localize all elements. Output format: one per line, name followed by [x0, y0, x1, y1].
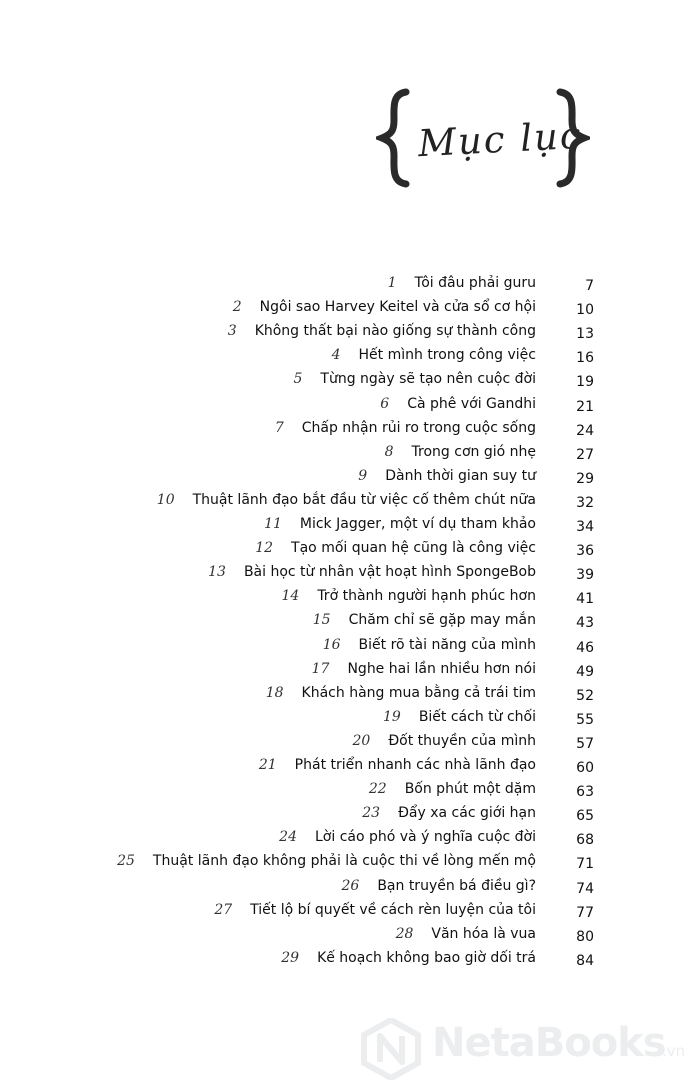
- toc-entry-page: 34: [576, 519, 594, 535]
- toc-entry-page: 43: [576, 615, 594, 631]
- toc-entry-title: Trong cơn gió nhẹ: [411, 444, 536, 460]
- toc-entry-page: 36: [576, 543, 594, 559]
- toc-entry-page: 71: [576, 856, 594, 872]
- netabooks-logo-icon: [360, 1018, 422, 1080]
- toc-entry-title: Tạo mối quan hệ cũng là công việc: [291, 540, 536, 556]
- toc-entry-page: 77: [576, 905, 594, 921]
- toc-entry: [383, 709, 536, 731]
- toc-entry-page: 84: [576, 953, 594, 969]
- toc-entry-page: 46: [576, 640, 594, 656]
- toc-entry-page: 29: [576, 471, 594, 487]
- toc-entry-title: Trở thành người hạnh phúc hơn: [317, 588, 536, 604]
- toc-entry-title: Thuật lãnh đạo không phải là cuộc thi về lòng mến mộ: [152, 853, 536, 869]
- toc-entry: [233, 299, 536, 321]
- toc-entry: [313, 612, 536, 634]
- toc-entry-number: 9: [358, 468, 368, 484]
- toc-entry-page: 7: [585, 278, 594, 294]
- toc-entry-title: Đốt thuyền của mình: [388, 733, 536, 749]
- page-title: Mục lục: [416, 113, 584, 166]
- toc-entry-title: Ngôi sao Harvey Keitel và cửa sổ cơ hội: [259, 299, 536, 315]
- toc-entry-title: Tiết lộ bí quyết về cách rèn luyện của tôi: [250, 902, 536, 918]
- toc-entry: [259, 757, 536, 779]
- toc-entry: [352, 733, 536, 755]
- left-brace-icon: [376, 88, 412, 188]
- toc-entry-title: Lời cáo phó và ý nghĩa cuộc đời: [315, 829, 536, 845]
- toc-entry-number: 8: [384, 444, 394, 460]
- toc-heading: [376, 88, 596, 198]
- toc-entry-number: 3: [227, 323, 237, 339]
- toc-entry-number: 28: [395, 926, 414, 942]
- toc-entry-number: 15: [312, 612, 331, 628]
- toc-entry-page: 21: [576, 399, 594, 415]
- toc-entry-title: Từng ngày sẽ tạo nên cuộc đời: [320, 371, 536, 387]
- toc-entry-number: 26: [341, 878, 360, 894]
- toc-entry-number: 19: [382, 709, 401, 725]
- toc-entry: [228, 323, 536, 345]
- toc-entry-number: 24: [279, 829, 297, 845]
- toc-entry-title: Đẩy xa các giới hạn: [398, 805, 536, 821]
- toc-entry: [385, 444, 536, 466]
- toc-entry-number: 7: [274, 420, 284, 436]
- toc-entry: [208, 564, 536, 586]
- toc-entry: [255, 540, 536, 562]
- toc-entry-page: 74: [576, 881, 594, 897]
- toc-entry-title: Thuật lãnh đạo bắt đầu từ việc cố thêm chút nữa: [192, 492, 536, 508]
- toc-entry-page: 57: [576, 736, 594, 752]
- toc-entry-title: Mick Jagger, một ví dụ tham khảo: [299, 516, 536, 532]
- toc-entry-title: Bốn phút một dặm: [404, 781, 536, 797]
- toc-entry: [312, 661, 536, 683]
- toc-entry-title: Kế hoạch không bao giờ dối trá: [317, 950, 536, 966]
- toc-entry-title: Tôi đâu phải guru: [414, 275, 536, 291]
- netabooks-watermark: [360, 1016, 695, 1080]
- toc-entry-number: 16: [322, 637, 341, 653]
- toc-entry-page: 49: [576, 664, 594, 680]
- toc-entry-page: 16: [576, 350, 594, 366]
- toc-entry-number: 17: [311, 661, 330, 677]
- watermark-domain: .vn: [662, 1042, 686, 1060]
- toc-entry-number: 20: [352, 733, 371, 749]
- toc-entry-title: Biết cách từ chối: [418, 709, 536, 725]
- toc-entry-page: 24: [576, 423, 594, 439]
- toc-entry: [293, 371, 536, 393]
- toc-entry-number: 14: [281, 588, 300, 604]
- toc-entry-number: 23: [362, 805, 381, 821]
- watermark-brand: NetaBooks: [432, 1020, 666, 1066]
- toc-entry-page: 60: [576, 760, 594, 776]
- toc-entry-page: 19: [576, 374, 594, 390]
- toc-entry-title: Văn hóa là vua: [431, 926, 536, 942]
- toc-entry-page: 52: [576, 688, 594, 704]
- toc-entry: [323, 637, 536, 659]
- toc-entry-number: 2: [232, 299, 242, 315]
- toc-entry-title: Nghe hai lần nhiều hơn nói: [347, 661, 536, 677]
- toc-entry-number: 18: [265, 685, 284, 701]
- toc-entry-page: 68: [576, 832, 594, 848]
- toc-entry: [281, 588, 536, 610]
- toc-entry: [369, 781, 536, 803]
- toc-entry-title: Dành thời gian suy tư: [385, 468, 536, 484]
- toc-entry: [279, 829, 536, 851]
- toc-entry: [275, 420, 536, 442]
- toc-entry-page: 27: [576, 447, 594, 463]
- toc-entry-title: Khách hàng mua bằng cả trái tim: [301, 685, 536, 701]
- toc-entry-number: 27: [214, 902, 233, 918]
- toc-entry-number: 12: [255, 540, 274, 556]
- toc-entry: [388, 275, 536, 297]
- toc-entry-number: 25: [117, 853, 135, 869]
- toc-entry: [264, 516, 536, 538]
- toc-entry-title: Chăm chỉ sẽ gặp may mắn: [348, 612, 536, 628]
- toc-entry: [362, 805, 536, 827]
- toc-entry-number: 5: [293, 371, 303, 387]
- toc-entry-title: Phát triển nhanh các nhà lãnh đạo: [294, 757, 536, 773]
- toc-entry-title: Không thất bại nào giống sự thành công: [254, 323, 536, 339]
- toc-entry-number: 13: [208, 564, 226, 580]
- toc-entry-page: 32: [576, 495, 594, 511]
- toc-entry-title: Biết rõ tài năng của mình: [358, 637, 536, 653]
- toc-entry-page: 65: [576, 808, 594, 824]
- toc-entry-number: 21: [258, 757, 277, 773]
- toc-entry-page: 80: [576, 929, 594, 945]
- toc-entry-page: 10: [576, 302, 594, 318]
- toc-entry-page: 41: [576, 591, 594, 607]
- toc-entry-number: 29: [281, 950, 300, 966]
- toc-entry: [157, 492, 536, 514]
- toc-entry-number: 10: [156, 492, 175, 508]
- toc-entry-title: Hết mình trong công việc: [358, 347, 536, 363]
- toc-entry-number: 11: [264, 516, 282, 532]
- toc-entry-page: 39: [576, 567, 594, 583]
- toc-entry-page: 13: [576, 326, 594, 342]
- toc-entry: [358, 468, 536, 490]
- toc-entry-number: 1: [387, 275, 397, 291]
- toc-entry: [266, 685, 536, 707]
- toc-entry-title: Chấp nhận rủi ro trong cuộc sống: [301, 420, 536, 436]
- toc-entry-title: Bài học từ nhân vật hoạt hình SpongeBob: [243, 564, 536, 580]
- toc-entry-page: 55: [576, 712, 594, 728]
- toc-entry: [396, 926, 536, 948]
- toc-entry: [332, 347, 536, 369]
- toc-entry: [214, 902, 536, 924]
- toc-entry-number: 4: [331, 347, 341, 363]
- toc-entry: [281, 950, 536, 972]
- toc-entry-title: Bạn truyền bá điều gì?: [377, 878, 536, 894]
- right-brace-icon: [554, 88, 590, 188]
- toc-entry: [380, 396, 536, 418]
- toc-entry: [341, 878, 536, 900]
- toc-entry: [117, 853, 536, 875]
- toc-entry-title: Cà phê với Gandhi: [407, 396, 536, 412]
- toc-entry-number: 6: [380, 396, 390, 412]
- toc-entry-page: 63: [576, 784, 594, 800]
- toc-entry-number: 22: [368, 781, 387, 797]
